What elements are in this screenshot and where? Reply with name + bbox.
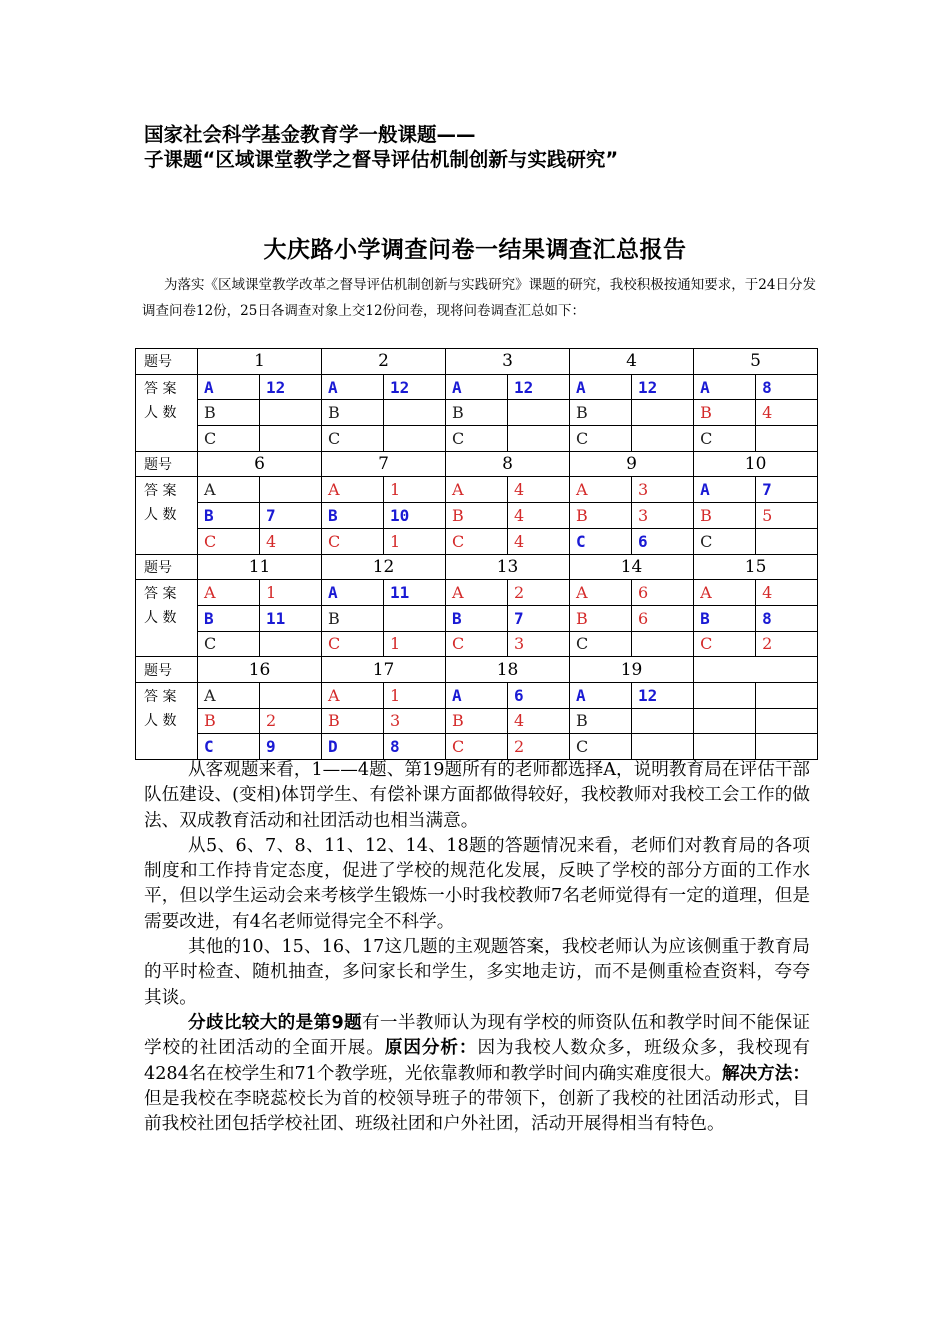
cause-heading: 原因分析： — [384, 1038, 478, 1059]
answer-option: A — [694, 477, 756, 503]
answer-option: A — [570, 374, 632, 400]
answer-count: 12 — [632, 682, 694, 708]
answer-count — [632, 734, 694, 760]
answer-count — [756, 682, 818, 708]
answer-row — [136, 503, 818, 529]
answer-count: 8 — [384, 734, 446, 760]
count-label: 人 数 — [144, 712, 177, 729]
question-number: 8 — [446, 451, 570, 477]
answer-option: A — [446, 477, 508, 503]
answer-option: B — [570, 605, 632, 631]
answer-count: 1 — [260, 580, 322, 606]
answer-count: 6 — [508, 682, 570, 708]
solution-text: 但是我校在李晓蕊校长为首的校领导班子的带领下，创新了我校的社团活动形式，目前我校社团包括学校社团、班级社团和户外社团，活动开展得相当有特色。 — [144, 1088, 810, 1135]
analysis-paragraph-1: 从客观题来看，1——4题、第19题所有的老师都选择A，说明教育局在评估干部队伍建设、(变相)体罚学生、有偿补课方面都做得较好，我校教师对我校工会工作的做法、双成教育活动和社团活动也相当满意。 — [144, 760, 810, 831]
answer-count: 2 — [508, 580, 570, 606]
answer-row — [136, 631, 818, 657]
answer-count: 3 — [384, 708, 446, 734]
count-label: 人 数 — [144, 610, 177, 627]
answer-count — [632, 400, 694, 426]
answer-count — [756, 426, 818, 452]
answer-option: B — [322, 503, 384, 529]
question-number: 13 — [446, 554, 570, 580]
answer-count: 1 — [384, 528, 446, 554]
question-number: 3 — [446, 349, 570, 375]
answer-option: C — [570, 528, 632, 554]
question-number: 18 — [446, 657, 570, 683]
question-number-row — [136, 349, 818, 375]
question-number: 19 — [570, 657, 694, 683]
intro-paragraph: 为落实《区域课堂教学改革之督导评估机制创新与实践研究》课题的研究，我校积极按通知要求，于24日分发调查问卷12份，25日各调查对象上交12份问卷，现将问卷调查汇总如下： — [142, 277, 816, 319]
answer-option: A — [570, 682, 632, 708]
count-label: 人 数 — [144, 404, 177, 421]
answer-option — [694, 708, 756, 734]
answer-count — [756, 528, 818, 554]
answer-option — [694, 682, 756, 708]
report-title: 大庆路小学调查问卷一结果调查汇总报告 — [263, 237, 687, 263]
answer-option: B — [694, 400, 756, 426]
analysis-text — [144, 758, 810, 1137]
answer-option: B — [322, 400, 384, 426]
answer-count: 12 — [384, 374, 446, 400]
question-label: 题号 — [136, 451, 198, 477]
answer-option: B — [446, 400, 508, 426]
question-label: 题号 — [136, 349, 198, 375]
answer-option: B — [322, 708, 384, 734]
answer-option: A — [446, 580, 508, 606]
question-number: 10 — [694, 451, 818, 477]
answer-count: 3 — [632, 503, 694, 529]
answer-row — [136, 400, 818, 426]
answer-count — [632, 426, 694, 452]
answer-option: B — [570, 503, 632, 529]
question-number: 6 — [198, 451, 322, 477]
answer-count: 3 — [632, 477, 694, 503]
answer-count — [260, 477, 322, 503]
answer-option: B — [570, 400, 632, 426]
question-number: 15 — [694, 554, 818, 580]
answer-count: 9 — [260, 734, 322, 760]
answer-option: B — [694, 503, 756, 529]
answer-count — [384, 605, 446, 631]
header-line-2: 子课题“区域课堂教学之督导评估机制创新与实践研究” — [144, 148, 619, 171]
answer-option: A — [198, 580, 260, 606]
answer-count: 4 — [260, 528, 322, 554]
answer-count: 4 — [508, 708, 570, 734]
answer-option: C — [322, 631, 384, 657]
answer-row — [136, 374, 818, 400]
answer-count: 8 — [756, 605, 818, 631]
answer-count: 1 — [384, 631, 446, 657]
answer-count: 11 — [260, 605, 322, 631]
question-number: 11 — [198, 554, 322, 580]
answer-option: B — [446, 605, 508, 631]
question-number: 16 — [198, 657, 322, 683]
answer-option: C — [446, 631, 508, 657]
cause-text: 因为我校人数众多，班级众多，我校现有4284名在校学生和71个教学班，光依靠教师和教学时间内确实难度很大。 — [144, 1038, 810, 1084]
answer-option: C — [570, 426, 632, 452]
answer-count-label — [136, 580, 198, 657]
answer-option: B — [446, 503, 508, 529]
answer-label: 答 案 — [144, 483, 177, 500]
answer-count: 5 — [756, 503, 818, 529]
answer-count: 8 — [756, 374, 818, 400]
answer-option: C — [446, 528, 508, 554]
answer-count — [508, 426, 570, 452]
answer-count — [260, 682, 322, 708]
answer-count: 6 — [632, 605, 694, 631]
answer-option: A — [322, 580, 384, 606]
answer-count — [384, 400, 446, 426]
answer-option: C — [570, 734, 632, 760]
question-number: 12 — [322, 554, 446, 580]
answer-count: 4 — [756, 400, 818, 426]
answer-option — [694, 734, 756, 760]
answer-option: C — [322, 528, 384, 554]
answer-option: A — [198, 477, 260, 503]
answer-option: C — [198, 631, 260, 657]
answer-option: D — [322, 734, 384, 760]
answer-count — [756, 708, 818, 734]
answer-option: A — [198, 682, 260, 708]
answer-count-label — [136, 477, 198, 554]
answer-count: 3 — [508, 631, 570, 657]
answer-option: A — [446, 682, 508, 708]
answer-count: 2 — [508, 734, 570, 760]
answer-label: 答 案 — [144, 380, 177, 397]
divergence-heading: 分歧比较大的是第9题 — [188, 1012, 362, 1033]
answer-count: 7 — [260, 503, 322, 529]
question-label: 题号 — [136, 554, 198, 580]
question-number: 5 — [694, 349, 818, 375]
answer-count — [260, 426, 322, 452]
question-number: 2 — [322, 349, 446, 375]
answer-row — [136, 682, 818, 708]
answer-option: B — [322, 605, 384, 631]
answer-option: B — [446, 708, 508, 734]
answer-option: B — [198, 400, 260, 426]
answer-option: B — [198, 605, 260, 631]
question-number: 17 — [322, 657, 446, 683]
answer-option: C — [446, 734, 508, 760]
answer-count: 4 — [508, 477, 570, 503]
answer-option: A — [322, 374, 384, 400]
answer-count — [632, 631, 694, 657]
answer-row — [136, 426, 818, 452]
answer-option: A — [694, 374, 756, 400]
answer-count: 6 — [632, 528, 694, 554]
header-line-1: 国家社会科学基金教育学一般课题—— — [144, 123, 476, 146]
question-number: 4 — [570, 349, 694, 375]
divergence-text: 有一半教师认为现有学校的师资队伍和教学时间不能保证学校的社团活动的全面开展。 — [144, 1012, 810, 1059]
answer-count-label — [136, 374, 198, 451]
answer-option: C — [198, 734, 260, 760]
answer-option: C — [694, 528, 756, 554]
answer-count: 11 — [384, 580, 446, 606]
answer-row — [136, 580, 818, 606]
answer-row — [136, 605, 818, 631]
analysis-paragraph-3: 其他的10、15、16、17这几题的主观题答案，我校老师认为应该侧重于教育局的平时检查、随机抽查，多问家长和学生，多实地走访，而不是侧重检查资料，夸夸其谈。 — [144, 937, 810, 1008]
answer-row — [136, 734, 818, 760]
answer-option: A — [198, 374, 260, 400]
answer-row — [136, 528, 818, 554]
answer-option: A — [694, 580, 756, 606]
question-number-row — [136, 657, 818, 683]
survey-results-table — [135, 348, 818, 760]
analysis-paragraph-2: 从5、6、7、8、11、12、14、18题的答题情况来看，老师们对教育局的各项制度和工作持肯定态度，促进了学校的规范化发展，反映了学校的部分方面的工作水平，但以学生运动会来考核学生锻炼一小时我校教师7名老师觉得有一定的道理，但是需要改进，有4名老师觉得完全不科学。 — [144, 835, 810, 932]
answer-option: C — [694, 631, 756, 657]
answer-option: C — [198, 426, 260, 452]
answer-count — [756, 734, 818, 760]
answer-count: 2 — [756, 631, 818, 657]
answer-count: 2 — [260, 708, 322, 734]
answer-option: A — [570, 477, 632, 503]
answer-label: 答 案 — [144, 586, 177, 603]
question-number-row — [136, 554, 818, 580]
question-label: 题号 — [136, 657, 198, 683]
document-header — [144, 122, 844, 172]
answer-option: A — [446, 374, 508, 400]
answer-count — [260, 631, 322, 657]
answer-option: C — [198, 528, 260, 554]
answer-option: B — [694, 605, 756, 631]
question-number: 7 — [322, 451, 446, 477]
answer-row — [136, 708, 818, 734]
question-number: 1 — [198, 349, 322, 375]
answer-option: A — [570, 580, 632, 606]
question-number: 9 — [570, 451, 694, 477]
answer-option: A — [322, 682, 384, 708]
answer-count: 12 — [260, 374, 322, 400]
answer-count — [508, 400, 570, 426]
question-number-row — [136, 451, 818, 477]
answer-count — [384, 426, 446, 452]
answer-option: C — [694, 426, 756, 452]
answer-option: B — [198, 708, 260, 734]
answer-count: 4 — [508, 528, 570, 554]
count-label: 人 数 — [144, 507, 177, 524]
answer-option: C — [446, 426, 508, 452]
answer-count: 1 — [384, 682, 446, 708]
answer-count: 7 — [508, 605, 570, 631]
answer-count: 4 — [756, 580, 818, 606]
answer-count: 7 — [756, 477, 818, 503]
answer-count: 6 — [632, 580, 694, 606]
answer-option: B — [198, 503, 260, 529]
answer-label: 答 案 — [144, 688, 177, 705]
answer-count: 10 — [384, 503, 446, 529]
solution-heading: 解决方法： — [721, 1063, 810, 1084]
answer-count: 12 — [632, 374, 694, 400]
answer-option: B — [570, 708, 632, 734]
question-number — [694, 657, 818, 683]
answer-option: C — [322, 426, 384, 452]
answer-option: C — [570, 631, 632, 657]
answer-count: 1 — [384, 477, 446, 503]
answer-count — [632, 708, 694, 734]
answer-option: A — [322, 477, 384, 503]
answer-count-label — [136, 682, 198, 759]
analysis-paragraph-4 — [144, 1011, 810, 1137]
question-number: 14 — [570, 554, 694, 580]
answer-count — [260, 400, 322, 426]
answer-row — [136, 477, 818, 503]
answer-count: 12 — [508, 374, 570, 400]
answer-count: 4 — [508, 503, 570, 529]
